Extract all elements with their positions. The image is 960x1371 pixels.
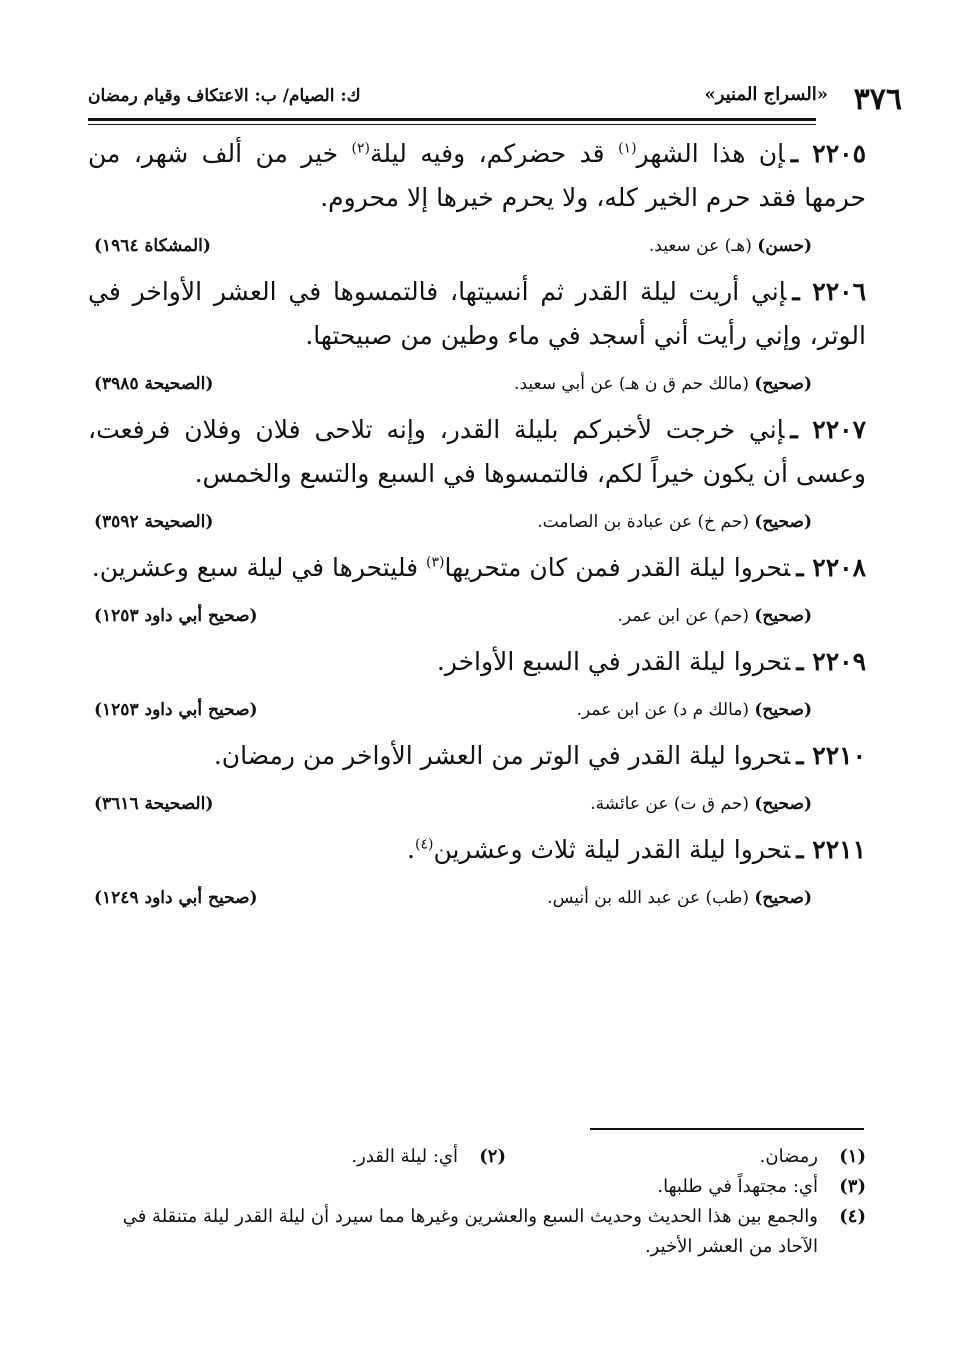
hadith-text-part: تحروا ليلة القدر في السبع الأواخر. <box>436 647 791 676</box>
hadith-text-part: إن هذا الشهر <box>636 139 785 168</box>
hadith-source-line <box>88 236 866 256</box>
footnote-marker[interactable]: (٢) <box>351 140 370 157</box>
chapter-heading: ك: الصيام/ ب: الاعتكاف وقيام رمضان <box>88 86 361 106</box>
header-rule-thin <box>88 124 816 125</box>
header-rule-thick <box>88 118 816 121</box>
hadith-number: ٢٢٠٥ ـ <box>790 139 866 168</box>
hadith-number: ٢٢٠٧ ـ <box>790 415 866 444</box>
hadith-source <box>547 888 812 908</box>
hadith-grade: (صحيح) <box>754 512 812 532</box>
hadith-text <box>88 828 866 872</box>
hadith-text-part: إني خرجت لأخبركم بليلة القدر، وإنه تلاحى فلان وفلان فرفعت، وعسى أن يكون خيراً لكم، فالتمسوها في السبع والتسع والخمس. <box>88 415 866 488</box>
hadith-source <box>514 374 812 394</box>
footnote-row <box>88 1172 866 1202</box>
hadith-2210 <box>88 734 866 814</box>
hadith-narrator: (مالك م د) عن ابن عمر. <box>576 700 755 720</box>
footnotes <box>88 1142 866 1262</box>
hadith-number: ٢٢١٠ ـ <box>796 741 866 770</box>
hadith-narrator: (حم ق ت) عن عائشة. <box>590 794 755 814</box>
footnote-1 <box>506 1142 866 1172</box>
hadith-text-part: فليتحرها في ليلة سبع وعشرين. <box>91 553 427 582</box>
hadith-source-line <box>88 794 866 814</box>
hadith-narrator: (حم خ) عن عبادة بن الصامت. <box>537 512 755 532</box>
footnote-2 <box>351 1142 506 1172</box>
hadith-text-part: . <box>407 835 415 864</box>
hadith-reference: (صحيح أبي داود ١٢٤٩) <box>94 888 258 908</box>
hadith-source <box>649 236 812 256</box>
hadith-source-line <box>88 374 866 394</box>
footnote-4 <box>88 1202 866 1262</box>
hadith-text <box>88 132 866 220</box>
hadith-2206 <box>88 270 866 394</box>
hadith-source-line <box>88 606 866 626</box>
hadith-source-line <box>88 700 866 720</box>
footnote-mark: (٢) <box>479 1146 506 1167</box>
hadith-2205 <box>88 132 866 256</box>
hadith-text <box>88 640 866 684</box>
footnote-row <box>88 1202 866 1262</box>
hadith-reference: (صحيح أبي داود ١٢٥٣) <box>94 606 258 626</box>
hadith-grade: (صحيح) <box>754 794 812 814</box>
hadith-grade: (صحيح) <box>754 606 812 626</box>
hadith-source-line <box>88 512 866 532</box>
footnote-mark: (١) <box>839 1146 866 1167</box>
footnote-text: رمضان. <box>759 1146 818 1167</box>
hadith-source <box>617 606 812 626</box>
hadith-number: ٢٢٠٨ ـ <box>796 553 866 582</box>
hadith-number: ٢٢٠٦ ـ <box>792 277 867 306</box>
footnote-text: أي: ليلة القدر. <box>351 1146 458 1167</box>
hadith-2208 <box>88 546 866 626</box>
hadith-reference: (الصحيحة ٣٦١٦) <box>94 794 214 814</box>
footnote-text: والجمع بين هذا الحديث وحديث السبع والعشرين وغيرها مما سيرد أن ليلة القدر ليلة متنقلة في الآحاد من العشر الأخير. <box>122 1206 818 1257</box>
hadith-text-part: تحروا ليلة القدر في الوتر من العشر الأواخر من رمضان. <box>213 741 791 770</box>
hadith-text-part: تحروا ليلة القدر ليلة ثلاث وعشرين <box>433 835 791 864</box>
hadith-text <box>88 408 866 496</box>
running-header <box>88 80 902 120</box>
hadith-text-part: خير من ألف شهر، من حرمها فقد حرم الخير كله، ولا يحرم خيرها إلا محروم. <box>88 139 866 212</box>
hadith-text <box>88 546 866 590</box>
page-number: ٣٧٦ <box>853 82 902 117</box>
hadith-number: ٢٢٠٩ ـ <box>796 647 866 676</box>
hadith-reference: (صحيح أبي داود ١٢٥٣) <box>94 700 258 720</box>
hadith-grade: (صحيح) <box>754 888 812 908</box>
hadith-text <box>88 270 866 358</box>
hadith-source <box>537 512 812 532</box>
footnote-mark: (٤) <box>839 1206 866 1227</box>
hadith-narrator: (هـ) عن سعيد. <box>648 236 758 256</box>
footnote-mark: (٣) <box>839 1176 866 1197</box>
hadith-2207 <box>88 408 866 532</box>
hadith-reference: (المشكاة ١٩٦٤) <box>94 236 211 256</box>
hadith-source-line <box>88 888 866 908</box>
hadith-text-part: قد حضركم، وفيه ليلة <box>369 139 619 168</box>
footnote-3 <box>657 1172 866 1202</box>
hadith-grade: (حسن) <box>757 236 812 256</box>
footnote-rule <box>590 1128 864 1130</box>
hadith-2211 <box>88 828 866 908</box>
footnote-text: أي: مجتهداً في طلبها. <box>657 1176 818 1197</box>
book-title: «السراج المنير» <box>704 84 828 105</box>
hadith-text-part: تحروا ليلة القدر فمن كان متحريها <box>444 553 791 582</box>
hadith-reference: (الصحيحة ٣٥٩٢) <box>94 512 214 532</box>
hadith-source <box>577 700 812 720</box>
hadith-narrator: (مالك حم ق ن هـ) عن أبي سعيد. <box>514 374 755 394</box>
hadith-grade: (صحيح) <box>754 374 812 394</box>
hadith-text-part: إني أريت ليلة القدر ثم أنسيتها، فالتمسوها في العشر الأواخر في الوتر، وإني رأيت أني أسجد في ماء وطين من صبيحتها. <box>88 277 866 350</box>
hadith-2209 <box>88 640 866 720</box>
hadith-list <box>88 132 866 922</box>
hadith-text <box>88 734 866 778</box>
hadith-number: ٢٢١١ ـ <box>796 835 866 864</box>
hadith-narrator: (طب) عن عبد الله بن أنيس. <box>547 888 755 908</box>
footnote-row <box>88 1142 866 1172</box>
footnote-marker[interactable]: (٤) <box>414 836 434 853</box>
footnote-marker[interactable]: (٣) <box>426 554 445 571</box>
hadith-grade: (صحيح) <box>754 700 812 720</box>
footnote-marker[interactable]: (١) <box>618 140 637 157</box>
hadith-source <box>590 794 812 814</box>
hadith-narrator: (حم) عن ابن عمر. <box>617 606 755 626</box>
hadith-reference: (الصحيحة ٣٩٨٥) <box>94 374 214 394</box>
